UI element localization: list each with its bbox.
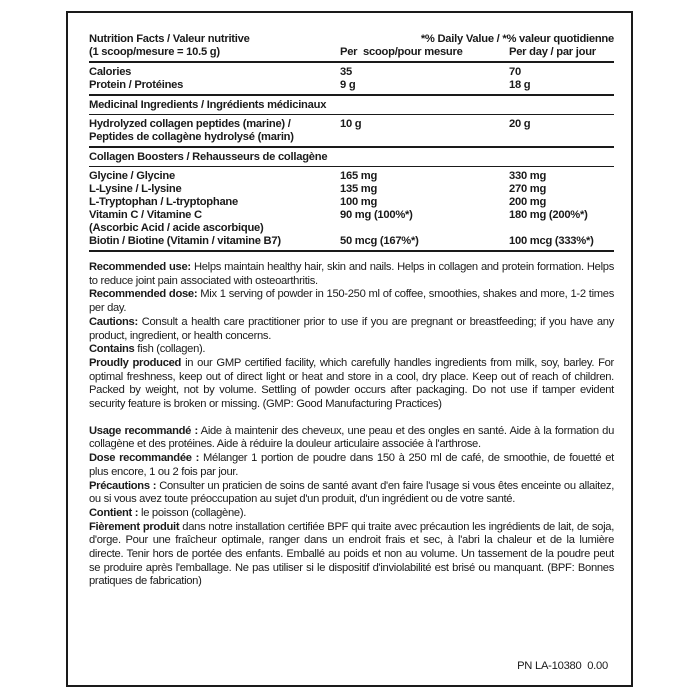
usage-recommande-text: Aide à maintenir des cheveux, une peau et des ongles en santé. Aide à la formation du collagène et des protéines. Aide à réduire la douleur articulaire associée à l'arthrose. [89, 424, 614, 451]
header-row-1 [89, 33, 614, 46]
part-number: PN LA-10380 0.00 [517, 660, 608, 672]
booster-name: Glycine / Glycine [89, 170, 175, 182]
nutrition-facts-panel [89, 33, 614, 589]
contient [89, 507, 614, 521]
contains [89, 343, 614, 357]
proudly-produced-label: Proudly produced [89, 356, 182, 369]
proudly-produced-text: in our GMP certified facility, which carefully handles ingredients from milk, soy, barley. For optimal freshness, keep out of direct light or heat and store in a cool, dry place. Keep out of reach of children. Packed by weight, not by volume. Settling of powder occurs after packaging. Do not use if tamper evident security feature is broken or missing. (GMP: Good Manufacturing Practices) [89, 356, 614, 411]
usage-recommande-label: Usage recommandé : [89, 424, 198, 437]
ingredient-name-french: Peptides de collagène hydrolysé (marin) [89, 131, 294, 143]
recommended-use-label: Recommended use: [89, 261, 191, 273]
booster-per-scoop: 50 mcg (167%*) [340, 235, 419, 247]
precautions [89, 480, 614, 507]
facts-title: Nutrition Facts / Valeur nutritive [89, 33, 250, 45]
nutrient-per-day: 18 g [509, 79, 531, 91]
recommended-dose [89, 288, 614, 315]
fierement-produit [89, 521, 614, 590]
nutrient-name: Protein / Protéines [89, 79, 184, 91]
proudly-produced [89, 357, 614, 412]
contains-label: Contains [89, 343, 135, 356]
recommended-use [89, 261, 614, 288]
ingredient-per-day: 20 g [509, 118, 531, 130]
serving-size: (1 scoop/mesure = 10.5 g) [89, 46, 220, 58]
dose-recommandee-text: Mélanger 1 portion de poudre dans 150 à 250 ml de café, de smoothie, de fouetté et plus encore, 1 ou 2 fois par jour. [89, 452, 614, 478]
booster-row [89, 222, 614, 235]
booster-per-day: 330 mg [509, 170, 547, 182]
ingredient-per-scoop: 10 g [340, 118, 362, 130]
precautions-text: Consulter un praticien de soins de santé avant d'en faire l'usage si vous êtes enceinte ou allaitez, ou si vous avez toute préoccupation au sujet d'un produit, d'un ingrédient ou de votre santé. [89, 479, 614, 506]
contient-text: le poisson (collagène). [138, 506, 247, 519]
booster-row [89, 209, 614, 222]
ingredient-name: Hydrolyzed collagen peptides (marine) / [89, 118, 291, 130]
booster-per-day: 100 mcg (333%*) [509, 235, 594, 247]
booster-name: Vitamin C / Vitamine C [89, 209, 202, 221]
booster-name: L-Tryptophan / L-tryptophane [89, 196, 238, 208]
nutrient-per-day: 70 [509, 66, 521, 78]
booster-row [89, 183, 614, 196]
booster-row [89, 170, 614, 183]
label-frame [66, 11, 633, 687]
fierement-produit-label: Fièrement produit [89, 520, 180, 533]
header-row-2 [89, 46, 614, 59]
english-directions [89, 261, 614, 412]
booster-name: (Ascorbic Acid / acide ascorbique) [89, 222, 264, 234]
daily-value-note: *% Daily Value / *% valeur quotidienne [420, 33, 614, 45]
medicinal-heading-row [89, 99, 614, 112]
booster-row [89, 235, 614, 248]
divider [89, 250, 614, 252]
booster-name: Biotin / Biotine (Vitamin / vitamine B7) [89, 235, 281, 247]
booster-per-scoop: 90 mg (100%*) [340, 209, 413, 221]
booster-per-day: 200 mg [509, 196, 547, 208]
col-header-per-day: Per day / par jour [509, 46, 596, 58]
cautions [89, 316, 614, 343]
usage-recommande [89, 425, 614, 452]
fierement-produit-text: dans notre installation certifiée BPF qui traite avec précaution les ingrédients de lait, de soja, d'orge. Pour une fraîcheur optimale, ranger dans un endroit frais et sec, à l'abri la chaleur et de la lumière directe. Tenir hors de portée des enfants. Emballé au poids et non au volume. Un tassement de la poudre peut se produire après l'emballage. Ne pas utiliser si le dispositif d'inviolabilité est brisé ou manquant. (BPF: Bonnes pratiques de fabrication) [89, 520, 614, 588]
booster-per-scoop: 100 mg [340, 196, 378, 208]
booster-name: L-Lysine / L-lysine [89, 183, 182, 195]
ingredient-row [89, 118, 614, 131]
nutrient-per-scoop: 9 g [340, 79, 356, 91]
contains-text: fish (collagen). [134, 343, 206, 356]
nutrient-row [89, 66, 614, 79]
dose-recommandee-label: Dose recommandée : [89, 452, 200, 465]
cautions-label: Cautions: [89, 315, 138, 328]
booster-per-day: 180 mg (200%*) [509, 209, 588, 221]
booster-per-scoop: 135 mg [340, 183, 378, 195]
boosters-heading: Collagen Boosters / Rehausseurs de collagène [89, 151, 328, 163]
recommended-dose-text: Mix 1 serving of powder in 150-250 ml of coffee, smoothies, shakes and more, 1-2 times per day. [89, 288, 615, 315]
cautions-text: Consult a health care practitioner prior to use if you are pregnant or breastfeeding; if you have any product, ingredient, or health concerns. [89, 315, 614, 342]
dose-recommandee [89, 452, 614, 479]
booster-row [89, 196, 614, 209]
nutrient-per-scoop: 35 [340, 66, 352, 78]
divider [89, 146, 614, 148]
booster-per-scoop: 165 mg [340, 170, 378, 182]
medicinal-heading: Medicinal Ingredients / Ingrédients médicinaux [89, 99, 327, 111]
boosters-heading-row [89, 151, 614, 164]
col-header-per-scoop: Per scoop/pour mesure [340, 46, 463, 58]
recommended-dose-label: Recommended dose: [89, 288, 198, 301]
booster-per-day: 270 mg [509, 183, 547, 195]
divider [89, 114, 614, 115]
contient-label: Contient : [89, 506, 139, 519]
ingredient-row-continued [89, 131, 614, 144]
recommended-use-text: Helps maintain healthy hair, skin and nails. Helps in collagen and protein formation. Helps to reduce joint pain associated with osteoarthritis. [89, 261, 615, 287]
french-directions [89, 425, 614, 589]
divider [89, 94, 614, 96]
divider [89, 166, 614, 167]
divider [89, 61, 614, 63]
nutrient-name: Calories [89, 66, 132, 78]
nutrient-row [89, 79, 614, 92]
precautions-label: Précautions : [89, 479, 157, 492]
